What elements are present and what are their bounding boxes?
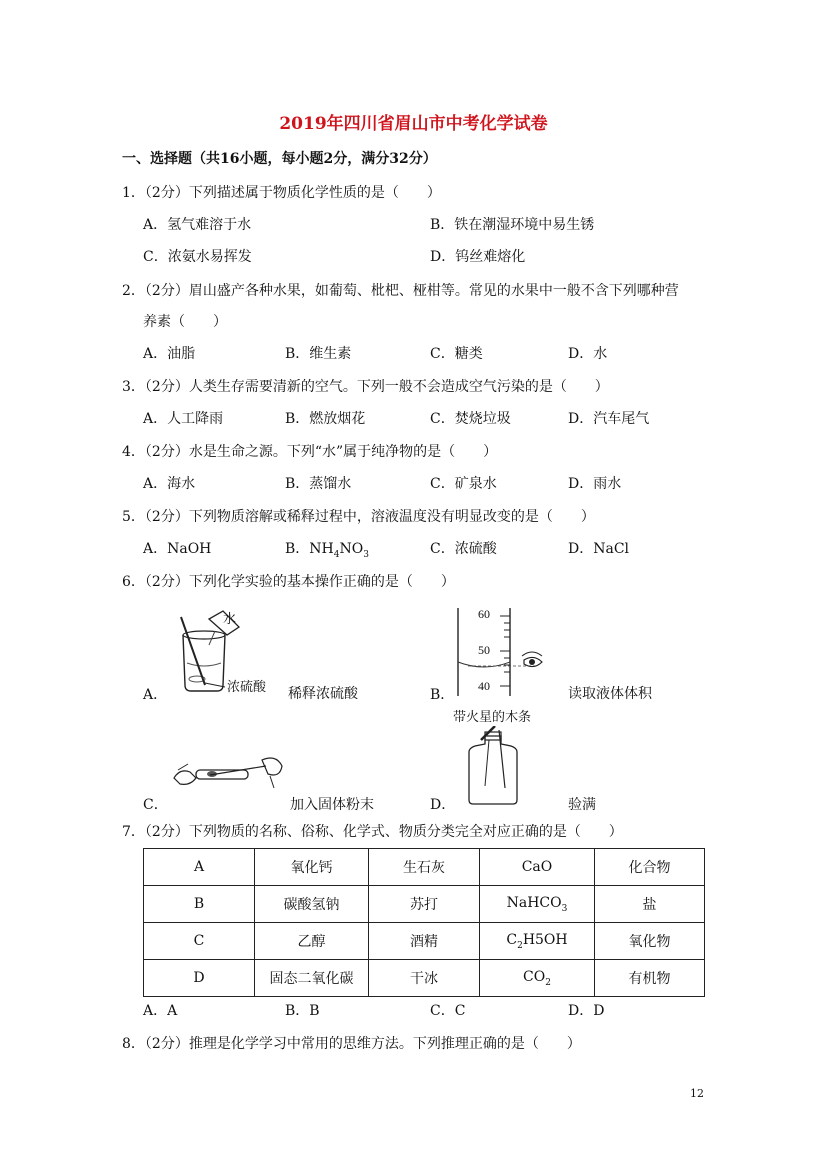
- fig-a-acid-label: 浓硫酸: [227, 679, 267, 694]
- fig-b-tick-60: 60: [478, 607, 490, 621]
- fig-b-tick-50: 50: [478, 643, 490, 657]
- q4-option-c: C．矿泉水: [430, 476, 497, 492]
- q4-option-b: B．蒸馏水: [285, 476, 352, 492]
- table-row: D 固态二氧化碳 干冰 $CO_2$ 有机物: [144, 960, 705, 997]
- question-7-stem: 7．（2分）下列物质的名称、俗称、化学式、物质分类完全对应正确的是（ ）: [122, 824, 623, 840]
- q3-option-a: A．人工降雨: [143, 411, 224, 427]
- question-3-stem: 3．（2分）人类生存需要清新的空气。下列一般不会造成空气污染的是（ ）: [122, 379, 609, 395]
- q7-option-a: A．A: [143, 1003, 178, 1019]
- question-5-stem: 5．（2分）下列物质溶解或稀释过程中，溶液温度没有明显改变的是（ ）: [122, 509, 595, 525]
- q6-option-b-letter: B．: [430, 687, 455, 703]
- q6-option-d-caption: 验满: [568, 797, 596, 813]
- page-title: 2019年四川省眉山市中考化学试卷: [279, 114, 548, 134]
- q1-option-c: C．浓氨水易挥发: [143, 249, 252, 265]
- q5-option-b: B．$NH_4NO_3$: [285, 541, 369, 560]
- q4-option-a: A．海水: [143, 476, 196, 492]
- question-4-stem: 4．（2分）水是生命之源。下列“水”属于纯净物的是（ ）: [122, 444, 498, 460]
- q7-option-d: D．D: [568, 1003, 605, 1019]
- q2-option-d: D．水: [568, 346, 608, 362]
- question-2-stem: 2．（2分）眉山盛产各种水果，如葡萄、枇杷、桠柑等。常见的水果中一般不含下列哪种营: [122, 283, 679, 299]
- page-number: 12: [690, 1087, 704, 1100]
- q1-option-a: A．氢气难溶于水: [143, 217, 252, 233]
- q2-option-c: C．糖类: [430, 346, 483, 362]
- question-6-stem: 6．（2分）下列化学实验的基本操作正确的是（ ）: [122, 574, 455, 590]
- q5-option-d: D．NaCl: [568, 541, 630, 557]
- table-row: A 氧化钙 生石灰 CaO 化合物: [144, 849, 705, 886]
- question-2-stem-cont: 养素（ ）: [143, 314, 227, 330]
- q6-option-a-caption: 稀释浓硫酸: [288, 686, 358, 702]
- q1-option-b: B．铁在潮湿环境中易生锈: [430, 217, 595, 233]
- q6-option-d-letter: D．: [430, 797, 456, 813]
- q2-option-b: B．维生素: [285, 346, 352, 362]
- question-1-stem: 1．（2分）下列描述属于物质化学性质的是（ ）: [122, 185, 441, 201]
- read-volume-figure: [450, 604, 545, 699]
- q7-option-c: C．C: [430, 1003, 466, 1019]
- q6-option-a-letter: A．: [143, 687, 168, 703]
- q3-option-c: C．焚烧垃圾: [430, 411, 511, 427]
- q3-option-b: B．燃放烟花: [285, 411, 366, 427]
- q1-option-d: D．钨丝难熔化: [430, 249, 526, 265]
- fig-b-tick-40: 40: [478, 679, 490, 693]
- q4-option-d: D．雨水: [568, 476, 622, 492]
- q7-table: [143, 848, 705, 997]
- add-powder-figure: [170, 748, 290, 793]
- table-row: C 乙醇 酒精 $C_2H5OH$ 氧化物: [144, 923, 705, 960]
- q5-option-c: C．浓硫酸: [430, 541, 497, 557]
- q2-option-a: A．油脂: [143, 346, 196, 362]
- dilute-acid-figure: [165, 605, 275, 695]
- fig-a-water-label: 水: [223, 611, 237, 626]
- q6-option-b-caption: 读取液体体积: [568, 686, 652, 702]
- q5-option-a: A．NaOH: [143, 541, 212, 557]
- question-8-stem: 8．（2分）推理是化学学习中常用的思维方法。下列推理正确的是（ ）: [122, 1036, 581, 1052]
- table-row: B 碳酸氢钠 苏打 NaHCO$_3$ 盐: [144, 886, 705, 923]
- q6-option-c-letter: C．: [143, 797, 168, 813]
- q7-option-b: B．B: [285, 1003, 320, 1019]
- section-heading: 一、选择题（共16小题，每小题2分，满分32分）: [122, 151, 437, 167]
- q3-option-d: D．汽车尾气: [568, 411, 650, 427]
- fig-d-label: 带火星的木条: [453, 710, 532, 725]
- test-full-figure: [455, 726, 530, 806]
- q6-option-c-caption: 加入固体粉末: [290, 797, 374, 813]
